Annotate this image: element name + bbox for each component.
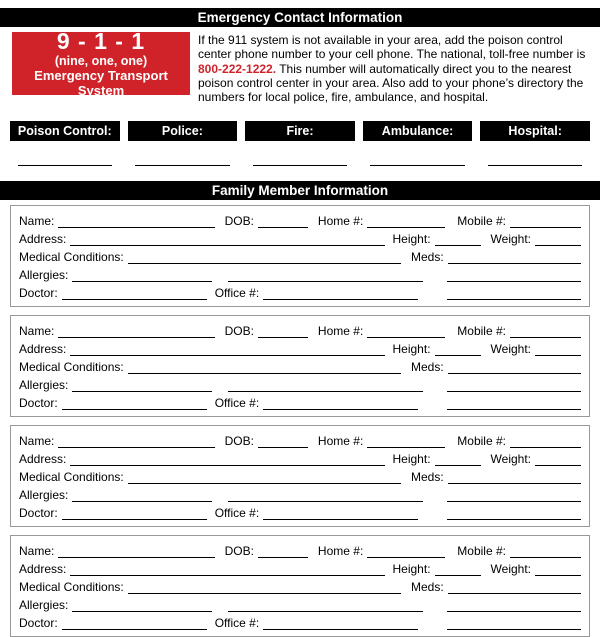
height-label: Height:	[392, 232, 431, 247]
mobile-phone-label: Mobile #:	[457, 544, 506, 559]
hero-section	[12, 28, 594, 105]
member-row-doctor	[19, 502, 581, 520]
meds-continued-line-2[interactable]	[447, 397, 581, 410]
meds-continued-line-1[interactable]	[447, 599, 581, 612]
height-label: Height:	[392, 562, 431, 577]
member-row-allergies	[19, 594, 581, 612]
address-label: Address:	[19, 342, 67, 357]
member-row-identity	[19, 430, 581, 448]
name-line[interactable]	[58, 215, 214, 228]
weight-line[interactable]	[535, 563, 581, 576]
height-line[interactable]	[435, 563, 481, 576]
home-phone-line[interactable]	[367, 435, 445, 448]
contact-label-poison-control: Poison Control:	[10, 121, 120, 141]
doctor-line[interactable]	[62, 507, 207, 520]
meds-continued-line-2[interactable]	[447, 287, 581, 300]
home-phone-line[interactable]	[367, 325, 445, 338]
home-phone-label: Home #:	[317, 544, 364, 559]
member-row-address	[19, 448, 581, 466]
contact-label-hospital: Hospital:	[480, 121, 590, 141]
office-phone-label: Office #:	[214, 286, 260, 301]
address-line[interactable]	[70, 453, 384, 466]
mobile-phone-line[interactable]	[510, 545, 581, 558]
member-row-identity	[19, 540, 581, 558]
member-row-allergies	[19, 374, 581, 392]
allergies-line[interactable]	[72, 489, 212, 502]
medical-conditions-label: Medical Conditions:	[19, 580, 124, 595]
name-line[interactable]	[58, 545, 214, 558]
doctor-label: Doctor:	[19, 506, 58, 521]
911-callout	[12, 28, 190, 98]
office-phone-label: Office #:	[214, 506, 260, 521]
meds-continued-line-1[interactable]	[447, 269, 581, 282]
meds-label: Meds:	[411, 580, 444, 595]
member-row-doctor	[19, 612, 581, 630]
allergies-label: Allergies:	[19, 268, 69, 283]
allergies-label: Allergies:	[19, 598, 69, 613]
address-line[interactable]	[70, 343, 384, 356]
office-phone-label: Office #:	[214, 396, 260, 411]
police-write-in-line[interactable]	[135, 165, 229, 166]
height-label: Height:	[392, 452, 431, 467]
hospital-write-in-line[interactable]	[488, 165, 582, 166]
address-label: Address:	[19, 562, 67, 577]
mobile-phone-label: Mobile #:	[457, 434, 506, 449]
medical-conditions-line[interactable]	[128, 471, 401, 484]
fire-write-in-line[interactable]	[253, 165, 347, 166]
dob-line[interactable]	[258, 435, 308, 448]
name-line[interactable]	[58, 325, 214, 338]
emergency-system-label: Emergency Transport System	[34, 68, 168, 98]
allergies-continued-line[interactable]	[228, 489, 423, 502]
allergies-continued-line[interactable]	[228, 599, 423, 612]
height-line[interactable]	[435, 343, 481, 356]
contact-label-fire: Fire:	[245, 121, 355, 141]
emergency-number: 9 - 1 - 1	[56, 28, 146, 54]
family-member-block	[10, 315, 590, 417]
dob-label: DOB:	[224, 434, 254, 449]
member-row-allergies	[19, 264, 581, 282]
member-row-doctor	[19, 392, 581, 410]
medical-conditions-label: Medical Conditions:	[19, 250, 124, 265]
allergies-label: Allergies:	[19, 488, 69, 503]
office-phone-line[interactable]	[263, 507, 418, 520]
meds-label: Meds:	[411, 470, 444, 485]
member-row-address	[19, 558, 581, 576]
member-row-allergies	[19, 484, 581, 502]
contact-label-ambulance: Ambulance:	[363, 121, 473, 141]
meds-continued-line-2[interactable]	[447, 507, 581, 520]
height-line[interactable]	[435, 453, 481, 466]
poison-control-instructions	[198, 32, 594, 104]
weight-line[interactable]	[535, 233, 581, 246]
name-line[interactable]	[58, 435, 214, 448]
height-line[interactable]	[435, 233, 481, 246]
mobile-phone-line[interactable]	[510, 325, 581, 338]
emergency-contact-banner: Emergency Contact Information	[0, 8, 600, 27]
allergies-label: Allergies:	[19, 378, 69, 393]
dob-line[interactable]	[258, 545, 308, 558]
member-row-address	[19, 338, 581, 356]
doctor-line[interactable]	[62, 287, 207, 300]
member-row-doctor	[19, 282, 581, 300]
office-phone-line[interactable]	[263, 617, 418, 630]
dob-line[interactable]	[258, 215, 308, 228]
contact-labels-row	[10, 121, 590, 141]
home-phone-line[interactable]	[367, 215, 445, 228]
medical-conditions-label: Medical Conditions:	[19, 470, 124, 485]
medical-conditions-line[interactable]	[128, 581, 401, 594]
contact-label-police: Police:	[128, 121, 238, 141]
mobile-phone-label: Mobile #:	[457, 324, 506, 339]
address-label: Address:	[19, 452, 67, 467]
family-blocks	[0, 205, 600, 637]
medical-conditions-line[interactable]	[128, 251, 401, 264]
emergency-number-words: (nine, one, one)	[54, 54, 148, 68]
poison-control-number: 800-222-1222.	[198, 61, 277, 76]
ambulance-write-in-line[interactable]	[370, 165, 464, 166]
name-label: Name:	[19, 544, 55, 559]
meds-label: Meds:	[411, 360, 444, 375]
home-phone-label: Home #:	[317, 324, 364, 339]
instructions-after: This number will automatically direct you to the nearest poison control center in your area. Also add to your phone’s directory the numbers for local police, fire, ambulance, and hospital.	[198, 61, 584, 105]
allergies-continued-line[interactable]	[228, 269, 423, 282]
home-phone-label: Home #:	[317, 214, 364, 229]
allergies-line[interactable]	[72, 379, 212, 392]
meds-continued-line-1[interactable]	[447, 489, 581, 502]
poison-control-write-in-line[interactable]	[18, 165, 112, 166]
mobile-phone-line[interactable]	[510, 215, 581, 228]
weight-line[interactable]	[535, 343, 581, 356]
weight-label: Weight:	[490, 232, 531, 247]
meds-label: Meds:	[411, 250, 444, 265]
member-row-medical	[19, 356, 581, 374]
home-phone-label: Home #:	[317, 434, 364, 449]
office-phone-line[interactable]	[263, 397, 418, 410]
medical-conditions-label: Medical Conditions:	[19, 360, 124, 375]
member-row-address	[19, 228, 581, 246]
doctor-line[interactable]	[62, 397, 207, 410]
weight-line[interactable]	[535, 453, 581, 466]
mobile-phone-line[interactable]	[510, 435, 581, 448]
allergies-continued-line[interactable]	[228, 379, 423, 392]
name-label: Name:	[19, 214, 55, 229]
allergies-line[interactable]	[72, 599, 212, 612]
address-line[interactable]	[70, 233, 384, 246]
weight-label: Weight:	[490, 452, 531, 467]
address-label: Address:	[19, 232, 67, 247]
doctor-label: Doctor:	[19, 396, 58, 411]
doctor-label: Doctor:	[19, 616, 58, 631]
contact-write-in-row	[10, 165, 590, 166]
meds-line[interactable]	[448, 361, 581, 374]
weight-label: Weight:	[490, 562, 531, 577]
dob-label: DOB:	[224, 544, 254, 559]
weight-label: Weight:	[490, 342, 531, 357]
family-member-block	[10, 205, 590, 307]
office-phone-line[interactable]	[263, 287, 418, 300]
allergies-line[interactable]	[72, 269, 212, 282]
meds-line[interactable]	[448, 251, 581, 264]
meds-line[interactable]	[448, 581, 581, 594]
instructions-before: If the 911 system is not available in your area, add the poison control center phone number to your cell phone. The national, toll-free number is	[198, 33, 586, 62]
mobile-phone-label: Mobile #:	[457, 214, 506, 229]
address-line[interactable]	[70, 563, 384, 576]
family-member-block	[10, 535, 590, 637]
home-phone-line[interactable]	[367, 545, 445, 558]
office-phone-label: Office #:	[214, 616, 260, 631]
family-member-block	[10, 425, 590, 527]
height-label: Height:	[392, 342, 431, 357]
member-row-identity	[19, 210, 581, 228]
meds-continued-line-1[interactable]	[447, 379, 581, 392]
dob-line[interactable]	[258, 325, 308, 338]
medical-conditions-line[interactable]	[128, 361, 401, 374]
member-row-medical	[19, 576, 581, 594]
family-member-banner: Family Member Information	[0, 181, 600, 200]
meds-line[interactable]	[448, 471, 581, 484]
member-row-identity	[19, 320, 581, 338]
member-row-medical	[19, 466, 581, 484]
name-label: Name:	[19, 324, 55, 339]
doctor-line[interactable]	[62, 617, 207, 630]
member-row-medical	[19, 246, 581, 264]
meds-continued-line-2[interactable]	[447, 617, 581, 630]
doctor-label: Doctor:	[19, 286, 58, 301]
name-label: Name:	[19, 434, 55, 449]
dob-label: DOB:	[224, 214, 254, 229]
dob-label: DOB:	[224, 324, 254, 339]
